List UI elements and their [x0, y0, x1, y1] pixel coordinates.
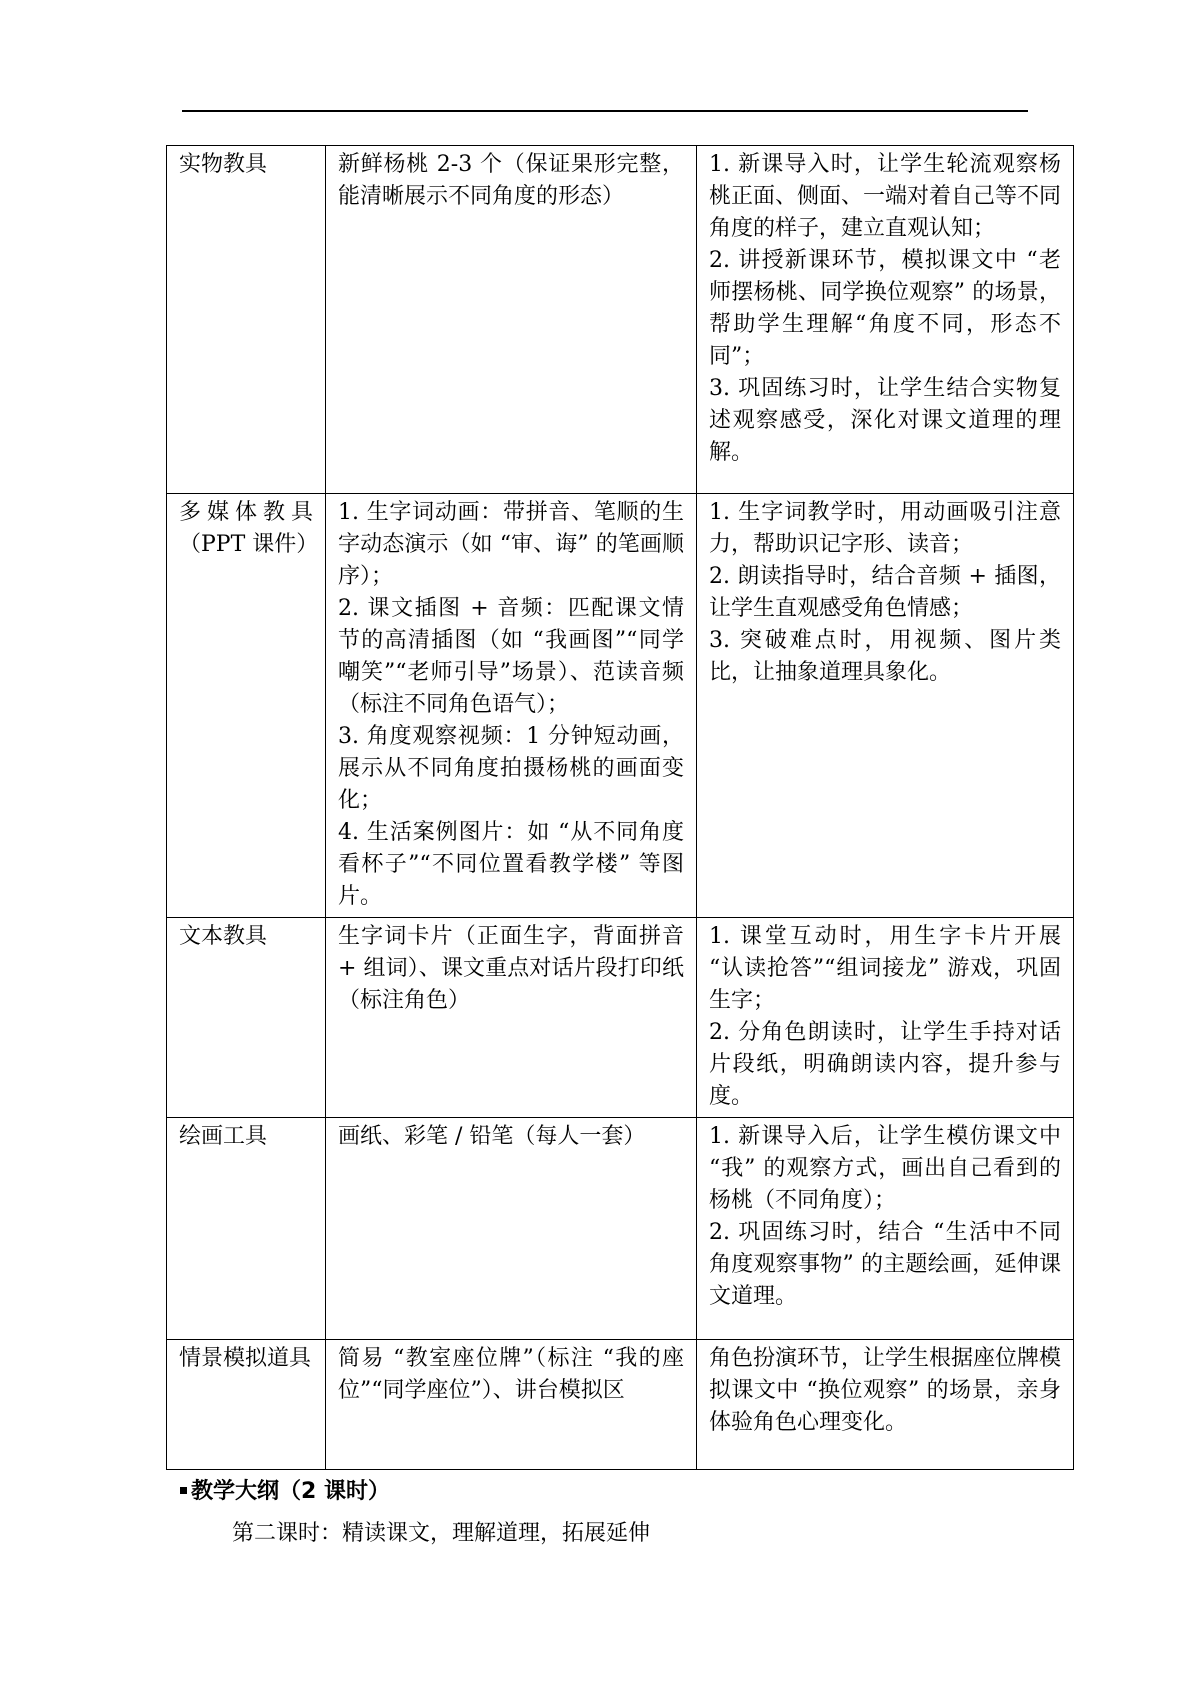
tool-usage-cell: [697, 1118, 1074, 1340]
tool-usage-cell: [697, 918, 1074, 1118]
tool-type-cell: 情景模拟道具: [167, 1340, 326, 1470]
table-row: [167, 494, 1074, 918]
tool-description-cell: [326, 1340, 697, 1470]
outline-heading-text: 教学大纲（2 课时）: [191, 1479, 390, 1504]
description-line: 1. 生字词动画：带拼音、笔顺的生字动态演示（如 “审、诲” 的笔画顺序）；: [338, 500, 684, 589]
description-line: 新鲜杨桃 2-3 个（保证果形完整，能清晰展示不同角度的形态）: [338, 152, 684, 209]
tool-usage-cell: [697, 1340, 1074, 1470]
table-row: [167, 1340, 1074, 1470]
header-rule: [182, 110, 1028, 112]
description-line: 简易 “教室座位牌”（标注 “我的座位”“同学座位”）、讲台模拟区: [338, 1346, 684, 1403]
description-line: 画纸、彩笔 / 铅笔（每人一套）: [338, 1124, 646, 1149]
tool-type-cell: 实物教具: [167, 146, 326, 494]
tool-type-cell: 绘画工具: [167, 1118, 326, 1340]
description-line: 生字词卡片（正面生字，背面拼音 + 组词）、课文重点对话片段打印纸（标注角色）: [338, 924, 684, 1013]
description-line: 4. 生活案例图片：如 “从不同角度看杯子”“不同位置看教学楼” 等图片。: [338, 820, 684, 909]
tool-description-cell: [326, 494, 697, 918]
table-row: [167, 146, 1074, 494]
table-row: [167, 1118, 1074, 1340]
usage-line: 1. 新课导入时，让学生轮流观察杨桃正面、侧面、一端对着自己等不同角度的样子，建立直观认知；: [709, 152, 1062, 241]
usage-line: 3. 巩固练习时，让学生结合实物复述观察感受，深化对课文道理的理解。: [709, 376, 1061, 465]
tool-description-cell: [326, 1118, 697, 1340]
outline-heading: [180, 1476, 390, 1508]
usage-line: 2. 分角色朗读时，让学生手持对话片段纸，明确朗读内容，提升参与度。: [709, 1020, 1061, 1109]
usage-line: 2. 朗读指导时，结合音频 + 插图，让学生直观感受角色情感；: [709, 564, 1061, 621]
usage-line: 2. 巩固练习时，结合 “生活中不同角度观察事物” 的主题绘画，延伸课文道理。: [709, 1220, 1061, 1309]
square-bullet-icon: [180, 1487, 187, 1494]
usage-line: 角色扮演环节，让学生根据座位牌模拟课文中 “换位观察” 的场景，亲身体验角色心理变化。: [709, 1346, 1062, 1435]
description-line: 2. 课文插图 + 音频：匹配课文情节的高清插图（如 “我画图”“同学嘲笑”“老师引导”场景）、范读音频（标注不同角色语气）；: [338, 596, 684, 717]
description-line: 3. 角度观察视频：1 分钟短动画，展示从不同角度拍摄杨桃的画面变化；: [338, 724, 684, 813]
tool-type-cell: 文本教具: [167, 918, 326, 1118]
tool-description-cell: [326, 918, 697, 1118]
usage-line: 2. 讲授新课环节，模拟课文中 “老师摆杨桃、同学换位观察” 的场景，帮助学生理解“角度不同，形态不同”；: [709, 248, 1061, 369]
lesson-subtitle: 第二课时：精读课文，理解道理，拓展延伸: [232, 1521, 651, 1546]
usage-line: 1. 课堂互动时，用生字卡片开展 “认读抢答”“组词接龙” 游戏，巩固生字；: [709, 924, 1061, 1013]
tool-usage-cell: [697, 494, 1074, 918]
teaching-tools-table: [166, 145, 1074, 1470]
usage-line: 1. 新课导入后，让学生模仿课文中 “我” 的观察方式，画出自己看到的杨桃（不同角度）；: [709, 1124, 1061, 1213]
tool-usage-cell: [697, 146, 1074, 494]
tool-description-cell: [326, 146, 697, 494]
usage-line: 3. 突破难点时，用视频、图片类比，让抽象道理具象化。: [709, 628, 1061, 685]
tool-type-cell: 多媒体教具（PPT 课件）: [167, 494, 326, 918]
table-row: [167, 918, 1074, 1118]
usage-line: 1. 生字词教学时，用动画吸引注意力，帮助识记字形、读音；: [709, 500, 1061, 557]
